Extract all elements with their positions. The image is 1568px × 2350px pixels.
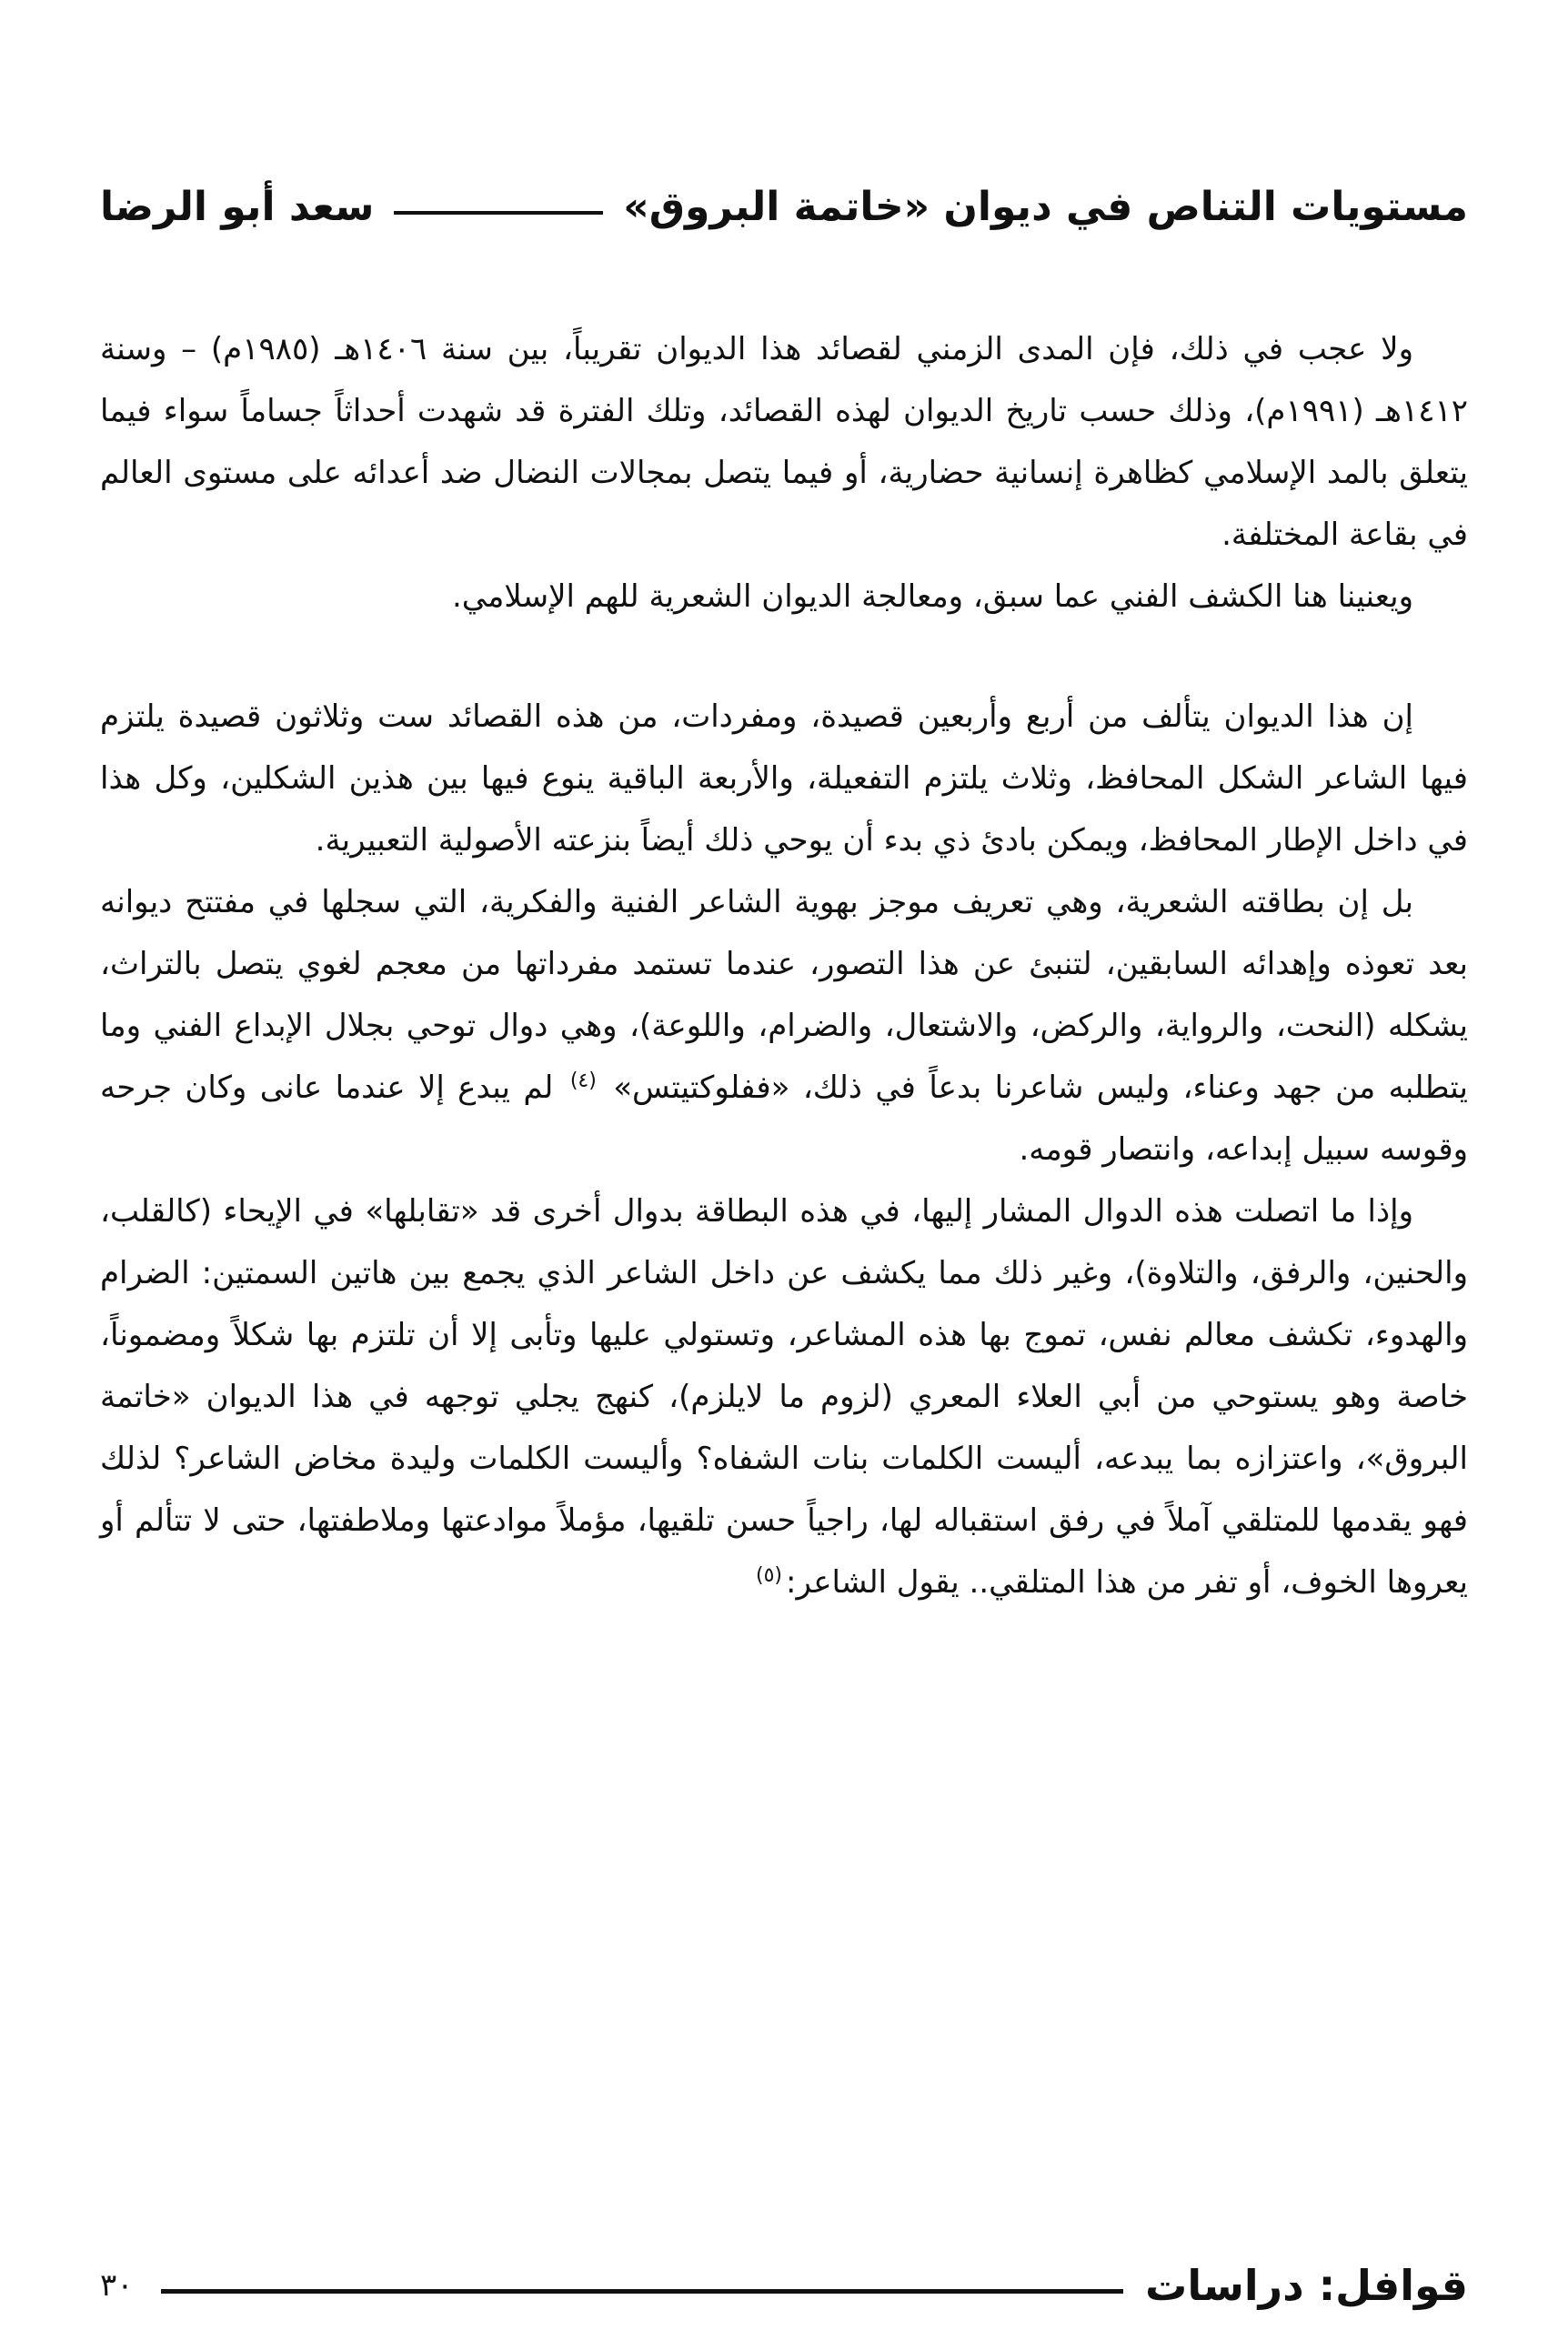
paragraph-3: إن هذا الديوان يتألف من أربع وأربعين قصيدة، ومفردات، من هذه القصائد ست وثلاثون قصيدة يلتزم فيها الشاعر الشكل المحافظ، وثلاث يلتزم التفعيلة، والأربعة الباقية ينوع فيها بين هذين الشكلين، وكل هذا في داخل الإطار المحافظ، ويمكن بادئ ذي بدء أن يوحي ذلك أيضاً بنزعته الأصولية التعبيرية. [100,698,1468,859]
paragraph-5 [100,1180,1468,1613]
paragraph-4 [100,871,1468,1180]
paragraph-5-text: وإذا ما اتصلت هذه الدوال المشار إليها، في هذه البطاقة بدوال أخرى قد «تقابلها» في الإيحاء (كالقلب، والحنين، والرفق، والتلاوة)، وغير ذلك مما يكشف عن داخل الشاعر الذي يجمع بين هاتين السمتين: الضرام والهدوء، تكشف معالم نفس، تموج بها هذه المشاعر، وتستولي عليها وتأبى إلا أن تلتزم بها شكلاً ومضموناً، خاصة وهو يستوحي من أبي العلاء المعري (لزوم ما لايلزم)، كنهج يجلي توجهه في هذا الديوان «خاتمة البروق»، واعتزازه بما يبدعه، أليست الكلمات بنات الشفاه؟ وأليست الكلمات وليدة مخاض الشاعر؟ لذلك فهو يقدمها للمتلقي آملاً في رفق استقباله لها، راجياً حسن تلقيها، مؤملاً موادعتها وملاطفتها، حتى لا تتألم أو يعروها الخوف، أو تفر من هذا المتلقي.. يقول الشاعر: [100,1193,1468,1601]
paragraph-2: ويعنينا هنا الكشف الفني عما سبق، ومعالجة الديوان الشعرية للهم الإسلامي. [451,578,1413,615]
footer-rule [161,2289,1124,2294]
journal-name: قوافل: دراسات [1145,2261,1468,2310]
header-rule [394,211,603,215]
running-header [100,180,1468,235]
page-footer [100,2255,1468,2315]
footnote-ref-5[interactable]: (٥) [755,1563,782,1587]
page-number: ٣٠ [100,2267,134,2304]
paragraph-4-text-b: لم يبدع إلا عندما عانى وكان جرحه وقوسه سبيل إبداعه، وانتصار قومه. [100,1070,1468,1168]
paragraph-4-text-a: بل إن بطاقته الشعرية، وهي تعريف موجز بهوية الشاعر الفنية والفكرية، التي سجلها في مفتتح ديوانه بعد تعوذه وإهدائه السابقين، لتنبئ عن هذا التصور، عندما تستمد مفرداتها من معجم لغوي يتصل بالتراث، يشكله (النحت، والرواية، والركض، والاشتعال، والضرام، واللوعة)، وهي دوال توحي بجلال الإبداع الفني وما يتطلبه من جهد وعناء، وليس شاعرنا بدعاً في ذلك، «ففلوكتيتس» [100,884,1469,1106]
footnote-ref-4[interactable]: (٤) [569,1069,597,1092]
paragraph-1: ولا عجب في ذلك، فإن المدى الزمني لقصائد هذا الديوان تقريباً، بين سنة ١٤٠٦هـ (١٩٨٥م) – وسنة ١٤١٢هـ (١٩٩١م)، وذلك حسب تاريخ الديوان لهذه القصائد، وتلك الفترة قد شهدت أحداثاً جساماً سواء فيما يتعلق بالمد الإسلامي كظاهرة إنسانية حضارية، أو فيما يتصل بمجالات النضال ضد أعدائه على مستوى العالم في بقاعة المختلفة. [100,331,1468,553]
body-text [100,318,1468,1613]
author-name: سعد أبو الرضا [100,184,375,230]
article-title: مستويات التناص في ديوان «خاتمة البروق» [623,184,1468,230]
